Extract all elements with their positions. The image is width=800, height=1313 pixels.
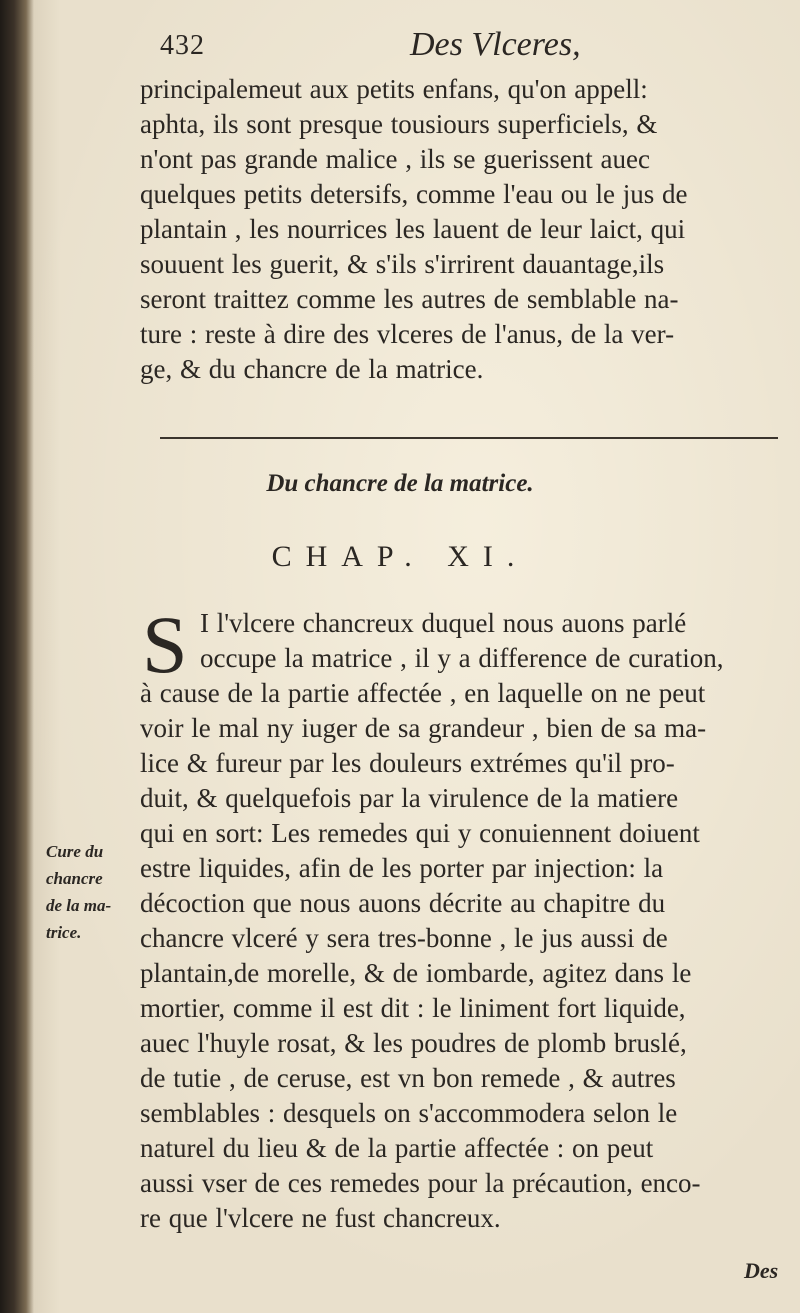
text-line: aphta, ils sont presque tousiours superficiels, &: [140, 109, 658, 139]
text-line: occupe la matrice , il y a difference de curation,: [200, 643, 724, 673]
section-divider: [160, 437, 778, 439]
chapter-heading: CHAP. XI.: [271, 540, 529, 573]
text-line: semblables : desquels on s'accommodera selon le: [140, 1098, 678, 1128]
text-line: I l'vlcere chancreux duquel nous auons parlé: [200, 608, 687, 638]
marginal-note-line: chancre: [46, 869, 103, 888]
marginal-note-line: trice.: [46, 923, 82, 942]
text-line: re que l'vlcere ne fust chancreux.: [140, 1203, 501, 1233]
marginal-note: [46, 838, 136, 946]
text-line: estre liquides, afin de les porter par injection: la: [140, 853, 664, 883]
paragraph-continued: [140, 72, 790, 387]
text-line: duit, & quelquefois par la virulence de la matiere: [140, 783, 679, 813]
text-line: qui en sort: Les remedes qui y conuiennent doiuent: [140, 818, 700, 848]
catchword: Des: [744, 1258, 779, 1283]
text-line: naturel du lieu & de la partie affectée : on peut: [140, 1133, 654, 1163]
text-line: seront traittez comme les autres de semblable na-: [140, 284, 679, 314]
text-line: voir le mal ny iuger de sa grandeur , bien de sa ma-: [140, 713, 707, 743]
text-line: ge, & du chancre de la matrice.: [140, 354, 484, 384]
text-line: auec l'huyle rosat, & les poudres de plomb bruslé,: [140, 1028, 687, 1058]
chapter-paragraph: [140, 599, 790, 1236]
text-line: aussi vser de ces remedes pour la précaution, enco-: [140, 1168, 701, 1198]
text-line: principalemeut aux petits enfans, qu'on appell:: [140, 74, 648, 104]
text-line: n'ont pas grande malice , ils se guerissent auec: [140, 144, 650, 174]
text-line: à cause de la partie affectée , en laquelle on ne peut: [140, 678, 706, 708]
text-line: mortier, comme il est dit : le liniment fort liquide,: [140, 993, 686, 1023]
section-title: Du chancre de la matrice.: [266, 470, 534, 497]
marginal-note-line: Cure du: [46, 842, 104, 861]
text-line: ture : reste à dire des vlceres de l'anus, de la ver-: [140, 319, 675, 349]
text-line: plantain,de morelle, & de iombarde, agitez dans le: [140, 958, 692, 988]
dropcap-initial: S: [142, 599, 188, 690]
page-binding-shadow: [0, 0, 34, 1313]
text-line: lice & fureur par les douleurs extrémes qu'il pro-: [140, 748, 675, 778]
text-line: plantain , les nourrices les lauent de leur laict, qui: [140, 214, 686, 244]
text-line: souuent les guerit, & s'ils s'irrirent dauantage,ils: [140, 249, 665, 279]
running-head: Des Vlceres,: [410, 26, 581, 63]
text-line: de tutie , de ceruse, est vn bon remede , & autres: [140, 1063, 676, 1093]
text-line: décoction que nous auons décrite au chapitre du: [140, 888, 666, 918]
page-header: [160, 26, 780, 70]
text-line: quelques petits detersifs, comme l'eau ou le jus de: [140, 179, 688, 209]
page-number: 432: [160, 30, 205, 61]
text-line: chancre vlceré y sera tres-bonne , le jus aussi de: [140, 923, 668, 953]
marginal-note-line: de la ma-: [46, 896, 112, 915]
